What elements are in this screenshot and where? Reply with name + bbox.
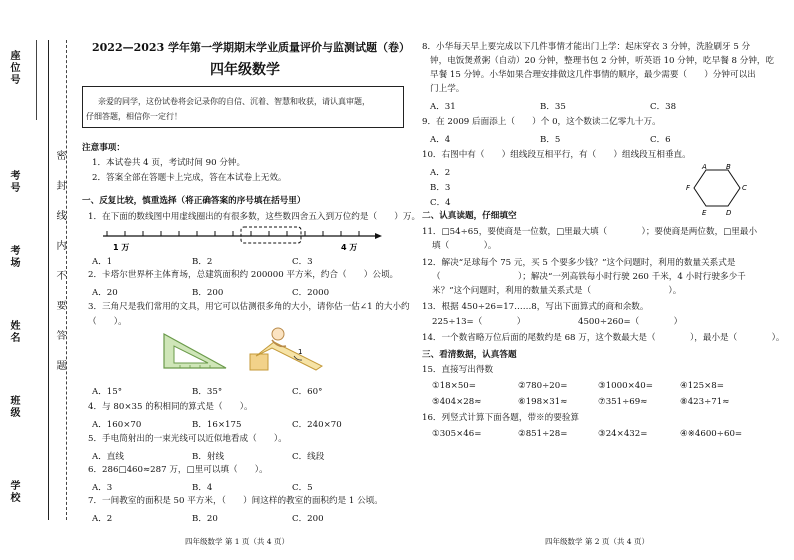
option: B．5 — [540, 135, 561, 145]
field-class: 班级 — [8, 395, 19, 419]
seal-char: 封 — [54, 180, 65, 192]
field-room: 考场 — [8, 245, 19, 269]
question-text: 1．在下面的数线图中用虚线圈出的有很多数，这些数四舍五入到万位约是（ ）万。 — [88, 212, 421, 222]
calc-item: ①305×46= — [432, 429, 482, 439]
calc-item: ④※4600÷60= — [680, 429, 743, 439]
question-text: 10．右图中有（ ）组线段互相平行，有（ ）组线段互相垂直。 — [422, 150, 691, 160]
axis-left-label: 1 万 — [113, 243, 130, 252]
question-text: 门上学。 — [430, 84, 465, 94]
svg-text:D: D — [726, 209, 732, 217]
field-examno: 考号 — [8, 170, 19, 194]
option: C．6 — [650, 135, 671, 145]
question-text: （ ）；解决“一列高铁每小时行驶 260 千米，4 小时行驶多少千 — [432, 272, 746, 282]
svg-text:F: F — [686, 184, 691, 192]
option: C．线段 — [292, 452, 325, 462]
option: A．3 — [92, 483, 113, 493]
calc-item: ③24×432= — [598, 429, 648, 439]
option: A．直线 — [92, 452, 124, 462]
angle-label: 1 — [298, 348, 303, 356]
seal-char: 题 — [54, 360, 65, 372]
seal-char: 不 — [54, 270, 65, 282]
expression: 4500÷260=（ ） — [578, 317, 683, 327]
triangle-ruler-figure — [160, 330, 230, 372]
option: C．240×70 — [292, 420, 342, 430]
option: C．4 — [430, 198, 451, 208]
option: C．60° — [292, 387, 323, 397]
number-line-arrow — [375, 233, 382, 239]
question-text: 16．列竖式计算下面各题，带※的要验算 — [422, 413, 580, 423]
section-heading: 一、反复比较，慎重选择（将正确答案的序号填在括号里） — [82, 196, 306, 206]
calc-item: ②780÷20= — [518, 381, 568, 391]
calc-item: ⑧423÷71≈ — [680, 397, 730, 407]
number-line-figure — [95, 222, 395, 252]
question-text: 早餐 15 分钟。小华如果合理安排做这几件事情的顺序，最少需要（ ）分钟可以出 — [430, 70, 756, 80]
option: C．5 — [292, 483, 313, 493]
question-text: 填（ ）。 — [432, 241, 497, 251]
section-heading: 三、看清数据，认真答题 — [422, 350, 517, 360]
calc-item: ①18×50= — [432, 381, 476, 391]
binding-strip — [0, 0, 75, 560]
question-text: 12．解决“足球每个 75 元，买 5 个要多少钱？”这个问题时，利用的数量关系式是 — [422, 258, 736, 268]
question-text: 米？”这个问题时，利用的数量关系式是（ ）。 — [432, 286, 682, 296]
seal-char: 内 — [54, 240, 65, 252]
field-seat: 座位号 — [8, 50, 19, 86]
option: C．200 — [292, 514, 324, 524]
notes-heading: 注意事项： — [82, 143, 125, 153]
seal-char: 密 — [54, 150, 65, 162]
number-line-ticks — [107, 231, 359, 236]
field-seat-underline — [36, 40, 37, 120]
calc-item: ③1000×40= — [598, 381, 653, 391]
option: A．20 — [92, 288, 118, 298]
axis-right-label: 4 万 — [341, 243, 358, 252]
option: A．2 — [430, 168, 451, 178]
seal-char: 答 — [54, 330, 65, 342]
question-text: （ ）。 — [88, 317, 127, 327]
question-text: 13．根据 450÷26=17……8，写出下面算式的商和余数。 — [422, 302, 649, 312]
exam-title: 2022—2023 学年第一学期期末学业质量评价与监测试题（卷） — [92, 41, 411, 54]
option: A．160×70 — [92, 420, 142, 430]
field-school: 学校 — [8, 480, 19, 504]
question-text: 3．三角尺是我们常用的文具，用它可以估测很多角的大小，请你估一估∠1 的大小约 — [88, 302, 410, 312]
section-heading: 二、认真读题，仔细填空 — [422, 211, 517, 221]
question-text: 8．小华每天早上要完成以下几件事情才能出门上学：起床穿衣 3 分钟，洗脸刷牙 5 分 — [422, 42, 751, 52]
calc-item: ④125×8= — [680, 381, 724, 391]
seal-char: 线 — [54, 210, 65, 222]
option: C．38 — [650, 102, 677, 112]
calc-item: ⑤404×28≈ — [432, 397, 482, 407]
option: C．2000 — [292, 288, 330, 298]
binding-line — [48, 40, 49, 520]
option: A．2 — [92, 514, 113, 524]
exam-subject: 四年级数学 — [210, 62, 280, 78]
option: C．3 — [292, 257, 313, 267]
option: A．31 — [430, 102, 456, 112]
option: B．射线 — [192, 452, 225, 462]
option: A．4 — [430, 135, 451, 145]
page-footer: 四年级数学 第 2 页（共 4 页） — [545, 537, 649, 546]
question-text: 11．□54÷65，要使商是一位数，□里最大填（ ）；要使商是两位数，□里最小 — [422, 227, 758, 237]
svg-text:A: A — [702, 163, 707, 171]
option: B．35 — [540, 102, 566, 112]
page-footer: 四年级数学 第 1 页（共 4 页） — [185, 537, 289, 546]
option: B．35° — [192, 387, 223, 397]
calc-item: ⑦351÷69≈ — [598, 397, 648, 407]
option: B．20 — [192, 514, 218, 524]
option: A．15° — [92, 387, 123, 397]
slide-figure — [248, 326, 328, 372]
question-text: 14．一个数省略万位后面的尾数约是 68 万，这个数最大是（ ），最小是（ ）。 — [422, 333, 785, 343]
greeting-line: 亲爱的同学，这份试卷将会记录你的自信、沉着、智慧和收获，请认真审题， — [98, 97, 370, 106]
expression: 225÷13=（ ） — [432, 317, 526, 327]
hexagon-figure — [684, 160, 754, 220]
option: B．16×175 — [192, 420, 242, 430]
question-text: 钟，电饭煲煮粥（自动）20 分钟，整理书包 2 分钟，听英语 10 分钟，吃早餐 8 分钟，吃 — [430, 56, 775, 66]
calc-item: ⑥198×31≈ — [518, 397, 568, 407]
dashed-circled-range — [241, 227, 301, 243]
child-icon — [272, 328, 284, 340]
question-text: 6．286□460≈287 万，□里可以填（ ）。 — [88, 465, 268, 475]
option: B．3 — [430, 183, 451, 193]
greeting-line: 仔细答题，相信你一定行！ — [86, 112, 182, 121]
question-text: 15．直接写出得数 — [422, 365, 494, 375]
field-name: 姓名 — [8, 320, 19, 344]
notes-item: 2．答案全部在答题卡上完成，答在本试卷上无效。 — [92, 173, 287, 183]
option: A．1 — [92, 257, 113, 267]
svg-text:E: E — [702, 209, 707, 217]
option: B．200 — [192, 288, 224, 298]
option: B．2 — [192, 257, 213, 267]
svg-text:B: B — [726, 163, 731, 171]
option: B．4 — [192, 483, 213, 493]
question-text: 7．一间教室的面积是 50 平方米，（ ）间这样的教室的面积约是 1 公顷。 — [88, 496, 383, 506]
svg-text:C: C — [742, 184, 747, 192]
seal-char: 要 — [54, 300, 65, 312]
question-text: 5．手电筒射出的一束光线可以近似地看成（ ）。 — [88, 434, 287, 444]
question-text: 9．在 2009 后面添上（ ）个 0，这个数读二亿零九十万。 — [422, 117, 661, 127]
question-text: 4．与 80×35 的积相同的算式是（ ）。 — [88, 402, 253, 412]
notes-item: 1．本试卷共 4 页，考试时间 90 分钟。 — [92, 158, 246, 168]
calc-item: ②851÷28= — [518, 429, 568, 439]
question-text: 2．卡塔尔世界杯主体育场，总建筑面积约 200000 平方米，约合（ ）公顷。 — [88, 270, 399, 280]
